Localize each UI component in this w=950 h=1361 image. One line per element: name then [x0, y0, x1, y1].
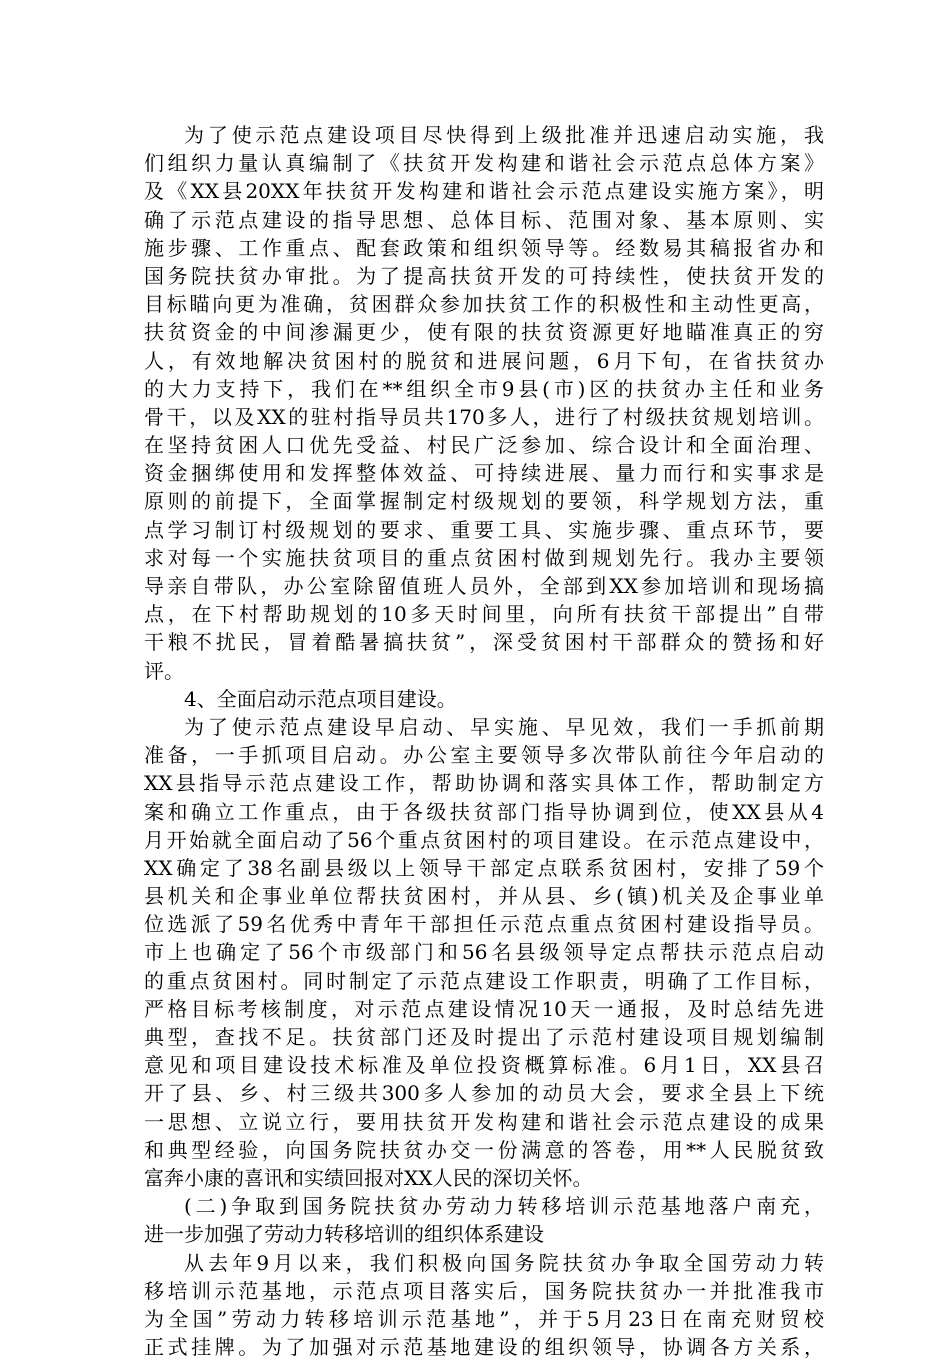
paragraph-line: 点学习制订村级规划的要求、重要工具、实施步骤、重点环节，要: [144, 517, 824, 542]
paragraph-line: 评。: [144, 658, 184, 683]
paragraph-line: 县机关和企事业单位帮扶贫困村，并从县、乡(镇)机关及企事业单: [144, 884, 824, 909]
paragraph-line: 案和确立工作重点，由于各级扶贫部门指导协调到位，使XX县从4: [144, 799, 824, 824]
paragraph-line: 移培训示范基地，示范点项目落实后，国务院扶贫办一并批准我市: [144, 1278, 824, 1303]
paragraph-line: 意见和项目建设技术标准及单位投资概算标准。6月1日，XX县召: [144, 1053, 824, 1078]
paragraph-line: 市上也确定了56个市级部门和56名县级领导定点帮扶示范点启动: [144, 940, 824, 965]
paragraph-line: 为了使示范点建设早启动、早实施、早见效，我们一手抓前期: [184, 714, 824, 739]
paragraph-line: 干粮不扰民，冒着酷暑搞扶贫”，深受贫困村干部群众的赞扬和好: [144, 630, 824, 655]
paragraph-line: 原则的前提下，全面掌握制定村级规划的要领，科学规划方法，重: [144, 489, 824, 514]
paragraph-line: 为全国”劳动力转移培训示范基地”，并于5月23日在南充财贸校: [144, 1306, 824, 1331]
paragraph-line: 点，在下村帮助规划的10多天时间里，向所有扶贫干部提出”自带: [144, 602, 824, 627]
paragraph-line: 确了示范点建设的指导思想、总体目标、范围对象、基本原则、实: [144, 207, 824, 232]
paragraph-line: 在坚持贫困人口优先受益、村民广泛参加、综合设计和全面治理、: [144, 433, 824, 458]
paragraph-line: 和典型经验，向国务院扶贫办交一份满意的答卷，用**人民脱贫致: [144, 1137, 824, 1162]
paragraph-line: 严格目标考核制度，对示范点建设情况10天一通报，及时总结先进: [144, 996, 824, 1021]
paragraph-line: 开了县、乡、村三级共300多人参加的动员大会，要求全县上下统: [144, 1081, 824, 1106]
paragraph-line: 一思想、立说立行，要用扶贫开发构建和谐社会示范点建设的成果: [144, 1109, 824, 1134]
paragraph-line: 资金捆绑使用和发挥整体效益、可持续进展、量力而行和实事求是: [144, 461, 824, 486]
paragraph-line: 导亲自带队，办公室除留值班人员外，全部到XX参加培训和现场搞: [144, 574, 824, 598]
paragraph-line: 及《XX县20XX年扶贫开发构建和谐社会示范点建设实施方案》，明: [144, 179, 824, 204]
paragraph-line: XX县指导示范点建设工作，帮助协调和落实具体工作，帮助制定方: [144, 771, 824, 796]
paragraph-line: 月开始就全面启动了56个重点贫困村的项目建设。在示范点建设中，: [144, 827, 824, 852]
paragraph-line: 国务院扶贫办审批。为了提高扶贫开发的可持续性，使扶贫开发的: [144, 263, 824, 288]
paragraph-line: 目标瞄向更为准确，贫困群众参加扶贫工作的积极性和主动性更高，: [144, 292, 824, 317]
paragraph-line: 从去年9月以来，我们积极向国务院扶贫办争取全国劳动力转: [184, 1250, 824, 1275]
section-heading: (二)争取到国务院扶贫办劳动力转移培训示范基地落户南充，: [184, 1194, 824, 1219]
paragraph-line: 正式挂牌。为了加强对示范基地建设的组织领导，协调各方关系，: [144, 1335, 824, 1360]
paragraph-line: 为了使示范点建设项目尽快得到上级批准并迅速启动实施，我: [184, 123, 824, 147]
paragraph-line: 骨干，以及XX的驻村指导员共170多人，进行了村级扶贫规划培训。: [144, 404, 824, 429]
paragraph-line: 的重点贫困村。同时制定了示范点建设工作职责，明确了工作目标，: [144, 968, 824, 993]
paragraph-line: 的大力支持下，我们在**组织全市9县(市)区的扶贫办主任和业务: [144, 376, 824, 401]
paragraph-line: 们组织力量认真编制了《扶贫开发构建和谐社会示范点总体方案》: [144, 151, 824, 176]
paragraph-line: 准备，一手抓项目启动。办公室主要领导多次带队前往今年启动的: [144, 743, 824, 768]
paragraph-line: 位选派了59名优秀中青年干部担任示范点重点贫困村建设指导员。: [144, 912, 824, 937]
paragraph-line: 典型，查找不足。扶贫部门还及时提出了示范村建设项目规划编制: [144, 1025, 824, 1049]
paragraph-line: XX确定了38名副县级以上领导干部定点联系贫困村，安排了59个: [144, 855, 824, 880]
document-page: [144, 121, 824, 1361]
paragraph-line: 施步骤、工作重点、配套政策和组织领导等。经数易其稿报省办和: [144, 235, 824, 260]
paragraph-line: 求对每一个实施扶贫项目的重点贫困村做到规划先行。我办主要领: [144, 545, 824, 570]
paragraph-line: 扶贫资金的中间渗漏更少，使有限的扶贫资源更好地瞄准真正的穷: [144, 320, 824, 345]
section-heading: 4、全面启动示范点项目建设。: [184, 686, 457, 711]
paragraph-line: 人，有效地解决贫困村的脱贫和进展问题，6月下旬，在省扶贫办: [144, 348, 824, 373]
section-heading: 进一步加强了劳动力转移培训的组织体系建设: [144, 1222, 544, 1247]
paragraph-line: 富奔小康的喜讯和实绩回报对XX人民的深切关怀。: [144, 1165, 593, 1190]
